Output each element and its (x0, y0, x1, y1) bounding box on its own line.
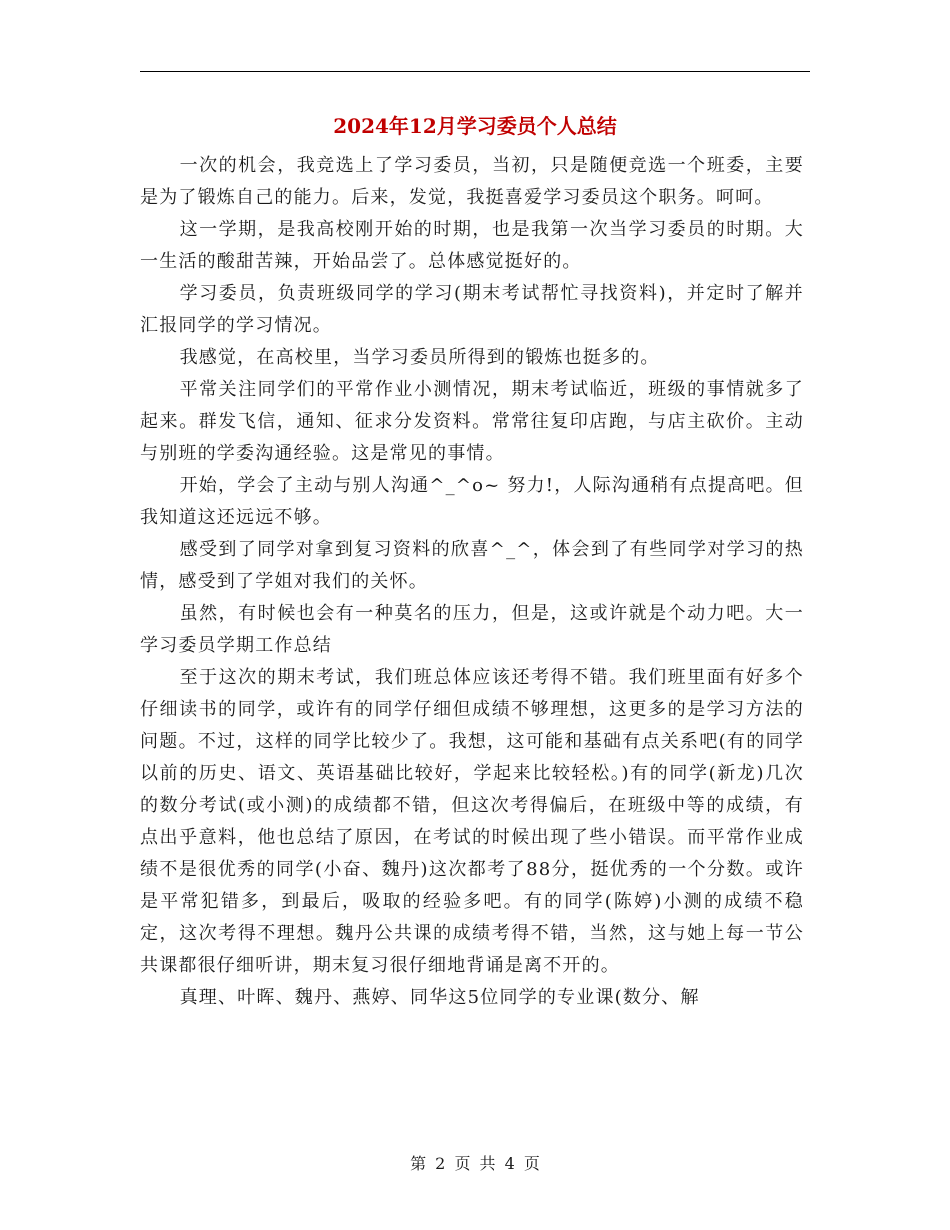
paragraph: 至于这次的期末考试，我们班总体应该还考得不错。我们班里面有好多个仔细读书的同学，或许有的同学仔细但成绩不够理想，这更多的是学习方法的问题。不过，这样的同学比较少了。我想，这可能和基础有点关系吧(有的同学以前的历史、语文、英语基础比较好，学起来比较轻松。)有的同学(新龙)几次的数分考试(或小测)的成绩都不错，但这次考得偏后，在班级中等的成绩，有点出乎意料，他也总结了原因，在考试的时候出现了些小错误。而平常作业成绩不是很优秀的同学(小奋、魏丹)这次都考了88分，挺优秀的一个分数。或许是平常犯错多，到最后，吸取的经验多吧。有的同学(陈婷)小测的成绩不稳定，这次考得不理想。魏丹公共课的成绩考得不错，当然，这与她上每一节公共课都很仔细听讲，期末复习很仔细地背诵是离不开的。 (140, 667, 804, 976)
page-footer: 第 2 页 共 4 页 (410, 1154, 540, 1173)
header-rule (140, 71, 810, 72)
paragraph: 虽然，有时候也会有一种莫名的压力，但是，这或许就是个动力吧。大一学习委员学期工作总结 (140, 603, 804, 656)
document-title: 2024年12月学习委员个人总结 (333, 114, 617, 138)
paragraph: 学习委员，负责班级同学的学习(期末考试帮忙寻找资料)，并定时了解并汇报同学的学习情况。 (140, 283, 804, 336)
paragraph: 平常关注同学们的平常作业小测情况，期末考试临近，班级的事情就多了起来。群发飞信，通知、征求分发资料。常常往复印店跑，与店主砍价。主动与别班的学委沟通经验。这是常见的事情。 (140, 379, 804, 464)
paragraph: 这一学期，是我高校刚开始的时期，也是我第一次当学习委员的时期。大一生活的酸甜苦辣，开始品尝了。总体感觉挺好的。 (140, 219, 804, 272)
paragraph: 开始，学会了主动与别人沟通^_^o~ 努力!，人际沟通稍有点提高吧。但我知道这还远远不够。 (140, 475, 804, 528)
document-body (140, 150, 804, 1014)
paragraph: 真理、叶晖、魏丹、燕婷、同华这5位同学的专业课(数分、解 (179, 987, 700, 1008)
paragraph: 我感觉，在高校里，当学习委员所得到的锻炼也挺多的。 (179, 347, 660, 368)
paragraph: 一次的机会，我竞选上了学习委员，当初，只是随便竞选一个班委，主要是为了锻炼自己的能力。后来，发觉，我挺喜爱学习委员这个职务。呵呵。 (140, 155, 804, 208)
paragraph: 感受到了同学对拿到复习资料的欣喜^_^，体会到了有些同学对学习的热情，感受到了学姐对我们的关怀。 (140, 539, 804, 592)
